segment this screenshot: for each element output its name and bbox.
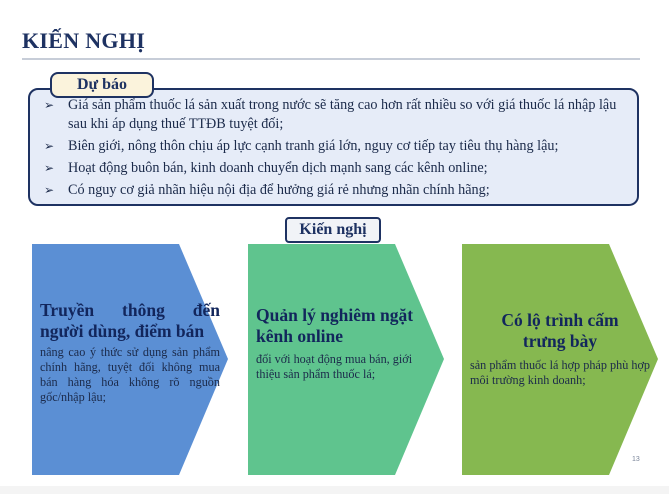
card-heading <box>40 300 220 342</box>
card-heading-line: Có lộ trình cấm <box>501 310 619 330</box>
forecast-label: Dự báo <box>50 72 154 98</box>
arrowhead-bullet-icon: ➢ <box>44 161 55 175</box>
forecast-item-text: Giá sản phẩm thuốc lá sản xuất trong nước sẽ tăng cao hơn rất nhiều so với giá thuốc lá nhập lậu sau khi áp dụng thuế TTĐB tuyệt đối; <box>68 97 617 132</box>
slide-title: KIẾN NGHỊ <box>22 28 146 53</box>
forecast-item-text: Có nguy cơ giả nhãn hiệu nội địa để hưởng giá rẻ nhưng nhãn chính hãng; <box>68 182 490 198</box>
arrowhead-bullet-icon: ➢ <box>44 139 55 153</box>
card-heading <box>256 305 436 347</box>
footer-strip <box>0 486 669 494</box>
recommendation-card-display-ban <box>462 244 658 475</box>
card-description: đối với hoạt động mua bán, giới thiệu sản phẩm thuốc lá; <box>256 352 413 381</box>
forecast-item-text: Hoạt động buôn bán, kinh doanh chuyển dịch mạnh sang các kênh online; <box>68 160 488 176</box>
recommendation-card-online <box>248 244 444 475</box>
list-item <box>44 137 629 156</box>
title-divider <box>22 58 640 60</box>
arrowhead-bullet-icon: ➢ <box>44 98 55 112</box>
list-item <box>44 96 629 134</box>
forecast-item-text: Biên giới, nông thôn chịu áp lực cạnh tranh giá lớn, nguy cơ tiếp tay tiêu thụ hàng lậu; <box>68 138 559 154</box>
card-heading-line: kênh online <box>256 326 344 346</box>
card-heading <box>470 310 650 352</box>
card-heading-line: Quản lý nghiêm ngặt <box>256 305 414 325</box>
list-item <box>44 159 629 178</box>
recommendations-label: Kiến nghị <box>285 217 381 243</box>
card-heading-line: Truyền thông đến <box>40 300 220 320</box>
card-heading-line: người dùng, điểm bán <box>40 321 205 341</box>
list-item <box>44 181 629 200</box>
card-description: nâng cao ý thức sử dụng sản phẩm chính hãng, tuyệt đối không mua bán hàng hóa không rõ nguồn gốc/nhập lậu; <box>40 345 220 404</box>
recommendation-card-communication <box>32 244 228 475</box>
card-heading-line: trưng bày <box>522 331 598 351</box>
arrowhead-bullet-icon: ➢ <box>44 183 55 197</box>
forecast-list <box>44 96 629 203</box>
page-number: 13 <box>632 456 640 463</box>
card-description: sản phẩm thuốc lá hợp pháp phù hợp môi trường kinh doanh; <box>470 358 650 387</box>
